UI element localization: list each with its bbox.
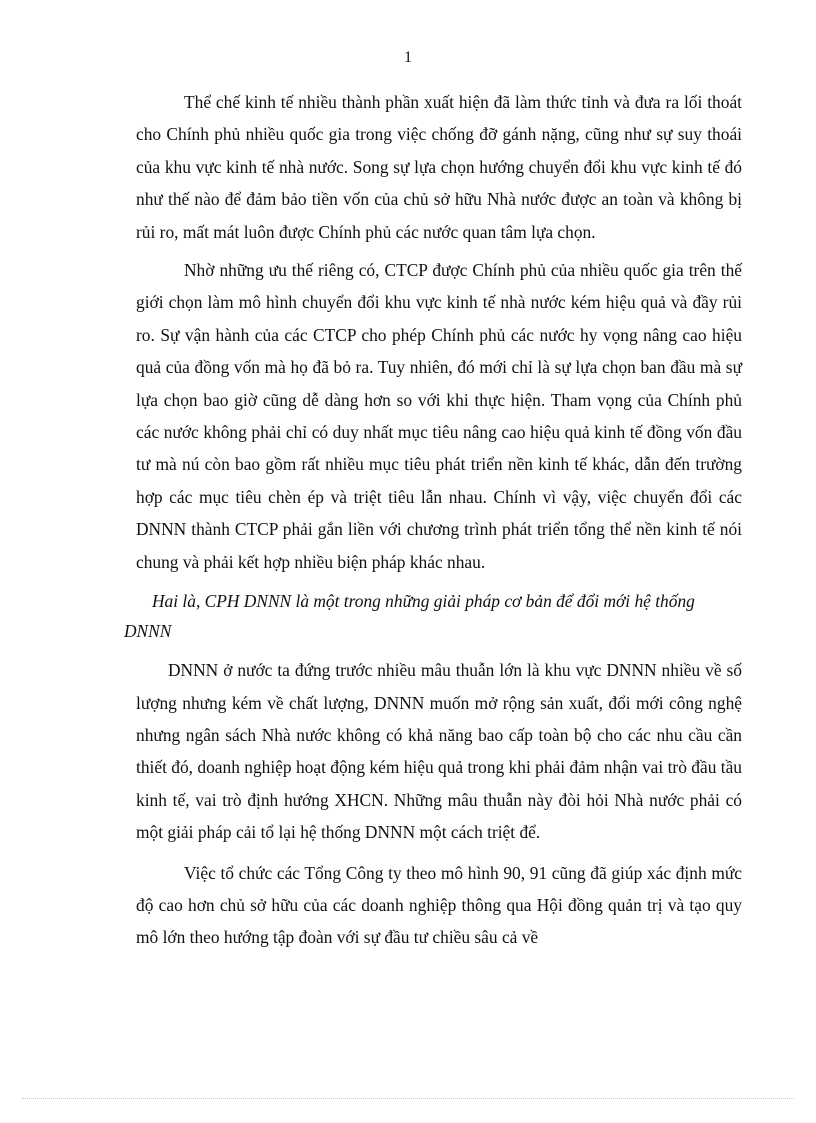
page-number: 1: [404, 49, 412, 66]
document-body: [124, 86, 742, 954]
paragraph-3: DNNN ở nước ta đứng trước nhiều mâu thuẫn lớn là khu vực DNNN nhiều về số lượng nhưng kém về chất lượng, DNNN muốn mở rộng sản xuất, đổi mới công nghệ nhưng ngân sách Nhà nước không có khả năng bao cấp toàn bộ cho các nhu cầu cần thiết đó, doanh nghiệp hoạt động kém hiệu quả trong khi phải đảm nhận vai trò đầu tầu kinh tế, vai trò định hướng XHCN. Những mâu thuẫn này đòi hỏi Nhà nước phải có một giải pháp cải tổ lại hệ thống DNNN một cách triệt để.: [136, 660, 742, 843]
footer-divider: [22, 1098, 794, 1099]
paragraph-1: Thể chế kinh tế nhiều thành phần xuất hiện đã làm thức tỉnh và đưa ra lối thoát cho Chính phủ nhiều quốc gia trong việc chống đỡ gánh nặng, cũng như sự suy thoái của khu vực kinh tế nhà nước. Song sự lựa chọn hướng chuyển đổi khu vực kinh tế đó như thế nào để đảm bảo tiền vốn của chủ sở hữu Nhà nước được an toàn và không bị rủi ro, mất mát luôn được Chính phủ các nước quan tâm lựa chọn.: [136, 92, 742, 242]
paragraph-4: Việc tổ chức các Tổng Công ty theo mô hình 90, 91 cũng đã giúp xác định mức độ cao hơn chủ sở hữu của các doanh nghiệp thông qua Hội đồng quản trị và tạo quy mô lớn theo hướng tập đoàn với sự đầu tư chiều sâu cả về: [136, 862, 742, 948]
paragraph-2: Nhờ những ưu thế riêng có, CTCP được Chính phủ của nhiều quốc gia trên thế giới chọn làm mô hình chuyển đổi khu vực kinh tế nhà nước kém hiệu quả và đầy rủi ro. Sự vận hành của các CTCP cho phép Chính phủ các nước hy vọng nâng cao hiệu quả của đồng vốn mà họ đã bỏ ra. Tuy nhiên, đó mới chỉ là sự lựa chọn ban đầu mà sự lựa chọn bao giờ cũng dễ dàng hơn so với khi thực hiện. Tham vọng của Chính phủ các nước không phải chỉ có duy nhất mục tiêu nâng cao hiệu quả kinh tế đồng vốn đầu tư mà nú còn bao gồm rất nhiều mục tiêu phát triển nền kinh tế khác, dẫn đến trường hợp các mục tiêu chèn ép và triệt tiêu lẫn nhau. Chính vì vậy, việc chuyển đổi các DNNN thành CTCP phải gắn liền với chương trình phát triển tổng thể nền kinh tế nói chung và phải kết hợp nhiều biện pháp khác nhau.: [136, 260, 742, 572]
section-heading: Hai là, CPH DNNN là một trong những giải pháp cơ bản để đổi mới hệ thống DNNN: [124, 591, 695, 642]
